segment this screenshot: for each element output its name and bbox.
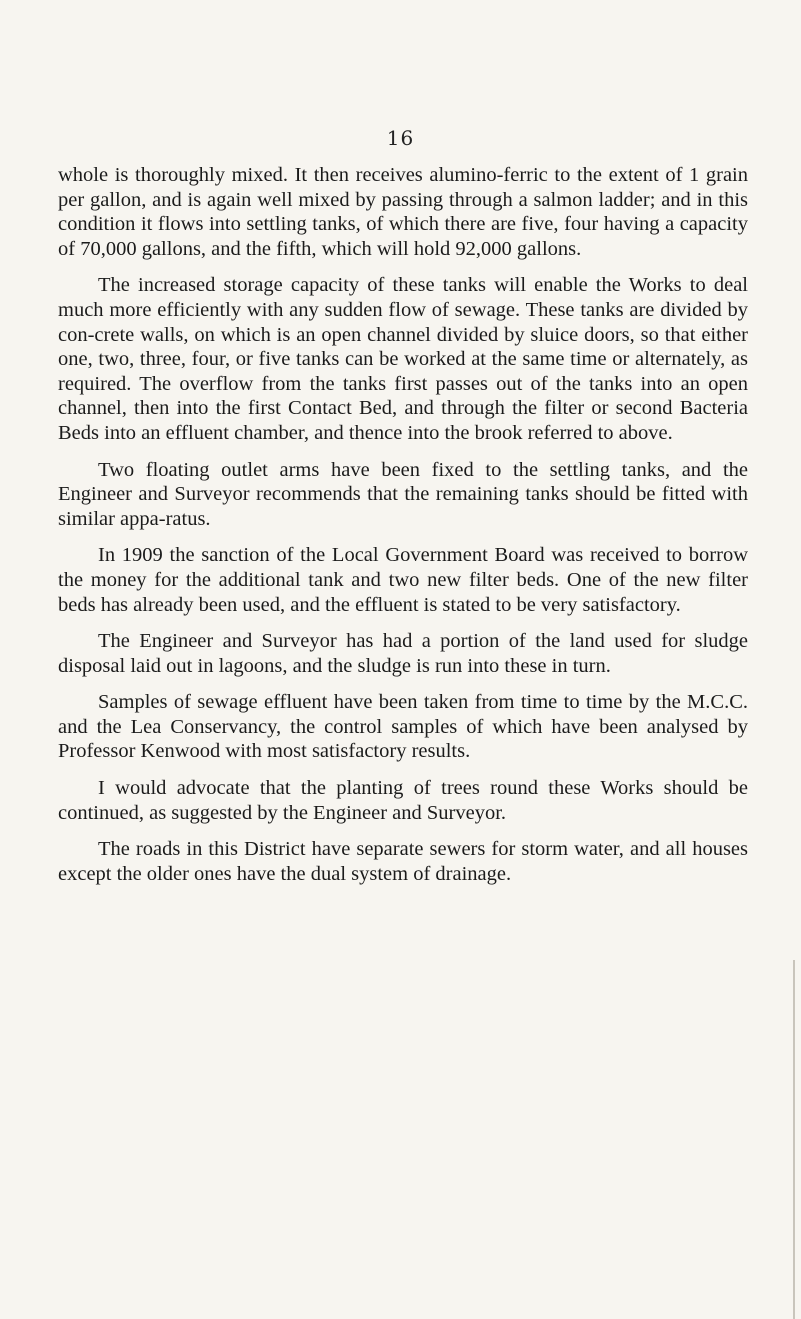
paragraph-storm-water-sewers: The roads in this District have separate sewers for storm water, and all houses except the older ones have the dual system of drainage. xyxy=(58,838,748,885)
paragraph-sludge-lagoons: The Engineer and Surveyor has had a portion of the land used for sludge disposal laid out in lagoons, and the sludge is run into these in turn. xyxy=(58,630,748,677)
paragraph-tree-planting: I would advocate that the planting of trees round these Works should be continued, as suggested by the Engineer and Surveyor. xyxy=(58,777,748,824)
paragraph-loan-sanction: In 1909 the sanction of the Local Government Board was received to borrow the money for the additional tank and two new filter beds. One of the new filter beds has already been used, and the effluent is stated to be very satisfactory. xyxy=(58,544,748,616)
paragraph-effluent-samples: Samples of sewage effluent have been taken from time to time by the M.C.C. and the Lea Conservancy, the control samples of which have been analysed by Professor Kenwood with most satisfactory results. xyxy=(58,691,748,763)
page-edge-shadow xyxy=(793,960,795,1319)
body-text xyxy=(58,163,748,898)
paragraph-continued-mixing: whole is thoroughly mixed. It then receives alumino-ferric to the extent of 1 grain per gallon, and is again well mixed by passing through a salmon ladder; and in this condition it flows into settling tanks, of which there are five, four having a capacity of 70,000 gallons, and the fifth, which will hold 92,000 gallons. xyxy=(58,164,748,260)
page-number: 16 xyxy=(386,126,415,150)
paragraph-floating-outlet-arms: Two floating outlet arms have been fixed to the settling tanks, and the Engineer and Surveyor recommends that the remaining tanks should be fitted with similar appa-ratus. xyxy=(58,458,748,530)
paragraph-storage-capacity: The increased storage capacity of these tanks will enable the Works to deal much more efficiently with any sudden flow of sewage. These tanks are divided by con-crete walls, on which is an open channel divided by sluice doors, so that either one, two, three, four, or five tanks can be worked at the same time or alternately, as required. The overflow from the tanks first passes out of the tanks into an open channel, then into the first Contact Bed, and through the filter or second Bacteria Beds into an effluent chamber, and thence into the brook referred to above. xyxy=(58,274,748,444)
